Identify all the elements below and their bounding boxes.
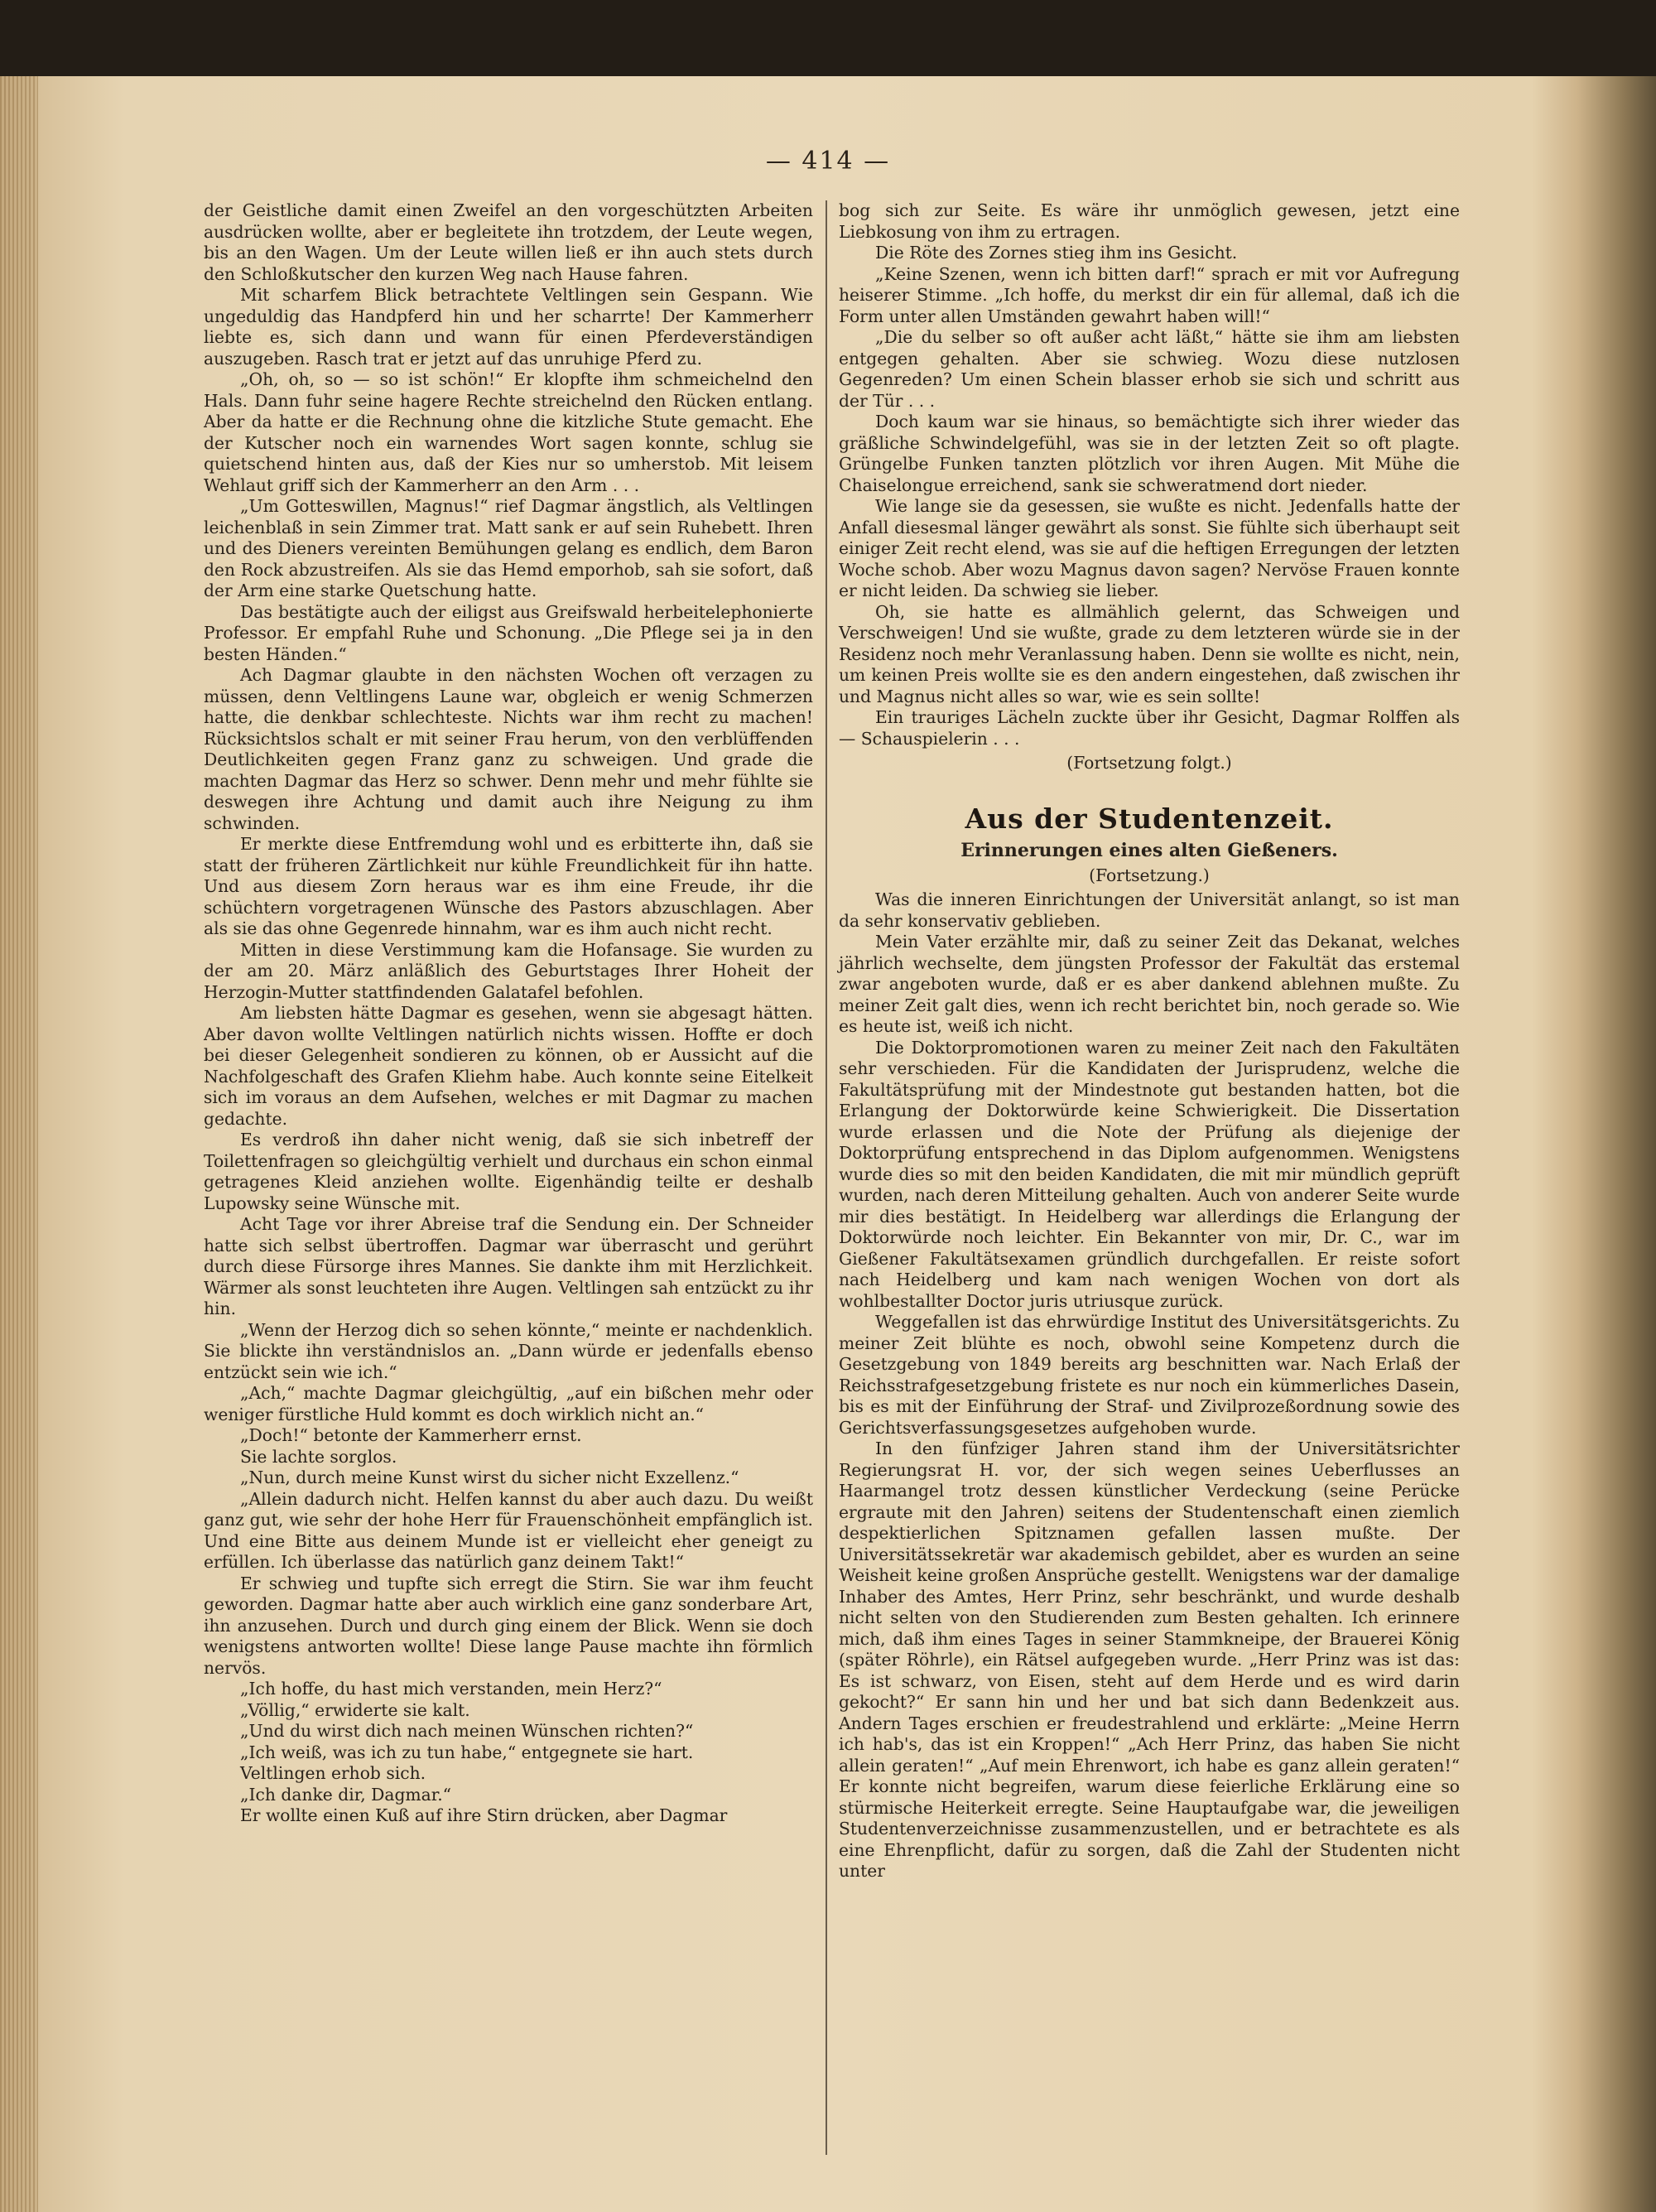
paragraph: In den fünfziger Jahren stand ihm der Universitätsrichter Regierungsrat H. vor, der sich wegen seines Ueberflusses an Haarmangel trotz dessen künstlicher Verdeckung (seine Perücke ergraute mit den Jahren) seitens der Studentenschaft einen ziemlich despektierlichen Spitznamen gefallen lassen mußte. Der Universitätssekretär war akademisch gebildet, aber es wurden an seine Weisheit keine großen Ansprüche gestellt. Wenigstens war der damalige Inhaber des Amtes, Herr Prinz, sehr beschränkt, und wurde deshalb nicht selten von den Studierenden zum Besten gehalten. Ich erinnere mich, daß ihm eines Tages in seiner Stammkneipe, der Brauerei König (später Röhrle), ein Rätsel aufgegeben wurde. „Herr Prinz was ist das: Es ist schwarz, von Eisen, steht auf dem Herde und es wird darin gekocht?“ Er sann hin und her und bat sich dann Bedenkzeit aus. Andern Tages erschien er freudestrahlend und erklärte: „Meine Herrn ich hab's, das ist ein Kroppen!“ „Ach Herr Prinz, das haben Sie nicht allein geraten!“ „Auf mein Ehrenwort, ich habe es ganz allein geraten!“ Er konnte nicht begreifen, warum diese feierliche Erklärung eine so stürmische Heiterkeit erregte. Seine Hauptaufgabe war, die jeweiligen Studentenverzeichnisse zusammenzustellen, und er betrachtete es als eine Ehrenpflicht, dafür zu sorgen, daß die Zahl der Studenten nicht unter xyxy=(839,1439,1460,1881)
continued-note: (Fortsetzung folgt.) xyxy=(1066,753,1232,773)
column-divider xyxy=(826,200,827,2155)
paragraph: Mit scharfem Blick betrachtete Veltlingen sein Gespann. Wie ungeduldig das Handpferd hin und her scharrte! Der Kammerherr liebte es, sich dann und wann für einen Pferdeverständigen auszugeben. Rasch trat er jetzt auf das unruhige Pferd zu. xyxy=(204,285,813,369)
paragraph: „Die du selber so oft außer acht läßt,“ hätte sie ihm am liebsten entgegen gehalten. Aber sie schwieg. Wozu diese nutzlosen Gegenreden? Um einen Schein blasser erhob sie sich und schritt aus der Tür . . . xyxy=(839,327,1460,411)
article-body xyxy=(839,889,1460,1882)
article-title: Aus der Studentenzeit. xyxy=(965,802,1334,835)
paragraph: Weggefallen ist das ehrwürdige Institut des Universitätsgerichts. Zu meiner Zeit blühte es noch, obwohl seine Kompetenz durch die Gesetzgebung von 1849 bereits arg beschnitten war. Nach Erlaß der Reichsstrafgesetzgebung fristete es nur noch ein kümmerliches Dasein, bis es mit der Einführung der Straf- und Zivilprozeßordnung sowie des Gerichtsverfassungsgesetzes aufgehoben wurde. xyxy=(839,1312,1460,1438)
left-column xyxy=(204,200,813,1827)
newspaper-page xyxy=(0,76,1656,2212)
paragraph: „Nun, durch meine Kunst wirst du sicher nicht Exzellenz.“ xyxy=(240,1467,739,1487)
paragraph: „Doch!“ betonte der Kammerherr ernst. xyxy=(240,1425,582,1445)
paragraph: „Völlig,“ erwiderte sie kalt. xyxy=(240,1699,470,1720)
article-note: (Fortsetzung.) xyxy=(1089,865,1210,885)
paragraph: „Wenn der Herzog dich so sehen könnte,“ meinte er nachdenklich. Sie blickte ihn verständnislos an. „Dann würde er jedenfalls ebenso entzückt sein wie ich.“ xyxy=(204,1319,813,1382)
paragraph: Wie lange sie da gesessen, sie wußte es nicht. Jedenfalls hatte der Anfall diesesmal länger gewährt als sonst. Sie fühlte sich überhaupt seit einiger Zeit recht elend, was sie auf die heftigen Erregungen der letzten Woche schob. Aber wozu Magnus davon sagen? Nervöse Frauen konnte er nicht leiden. Da schwieg sie lieber. xyxy=(839,496,1460,600)
paragraph: Er schwieg und tupfte sich erregt die Stirn. Sie war ihm feucht geworden. Dagmar hatte aber auch wirklich eine ganz sonderbare Art, ihn anzusehen. Durch und durch ging einem der Blick. Wenn sie doch wenigstens antworten wollte! Diese lange Pause machte ihn förmlich nervös. xyxy=(204,1573,813,1678)
paragraph: Veltlingen erhob sich. xyxy=(240,1763,426,1783)
right-column xyxy=(839,200,1460,1882)
paragraph: bog sich zur Seite. Es wäre ihr unmöglich gewesen, jetzt eine Liebkosung von ihm zu ertragen. xyxy=(839,200,1460,242)
paragraph: Die Röte des Zornes stieg ihm ins Gesicht. xyxy=(875,243,1238,263)
story-continuation xyxy=(839,200,1460,749)
paragraph: der Geistliche damit einen Zweifel an den vorgeschützten Arbeiten ausdrücken wollte, aber er begleitete ihn trotzdem, der Leute wegen, bis an den Wagen. Um der Leute willen ließ er ihn auch stets durch den Schloßkutscher den kurzen Weg nach Hause fahren. xyxy=(204,200,813,284)
paragraph: Oh, sie hatte es allmählich gelernt, das Schweigen und Verschweigen! Und sie wußte, grade zu dem letzteren würde sie in der Residenz noch mehr Veranlassung haben. Denn sie wollte es nicht, nein, um keinen Preis wollte sie es den andern eingestehen, daß zwischen ihr und Magnus nicht alles so war, wie es sein sollte! xyxy=(839,601,1460,706)
paragraph: Ach Dagmar glaubte in den nächsten Wochen oft verzagen zu müssen, denn Veltlingens Laune war, obgleich er wenig Schmerzen hatte, die denkbar schlechteste. Nichts war ihm recht zu machen! Rücksichtslos schalt er mit seiner Frau herum, von den verblüffenden Deutlichkeiten gegen Franz ganz zu schweigen. Und grade die machten Dagmar das Herz so schwer. Denn mehr und mehr fühlte sie deswegen ihre Achtung und damit auch ihre Neigung zu ihm schwinden. xyxy=(204,665,813,833)
paragraph: „Ich weiß, was ich zu tun habe,“ entgegnete sie hart. xyxy=(240,1742,694,1762)
paragraph: Was die inneren Einrichtungen der Universität anlangt, so ist man da sehr konservativ geblieben. xyxy=(839,889,1460,931)
paragraph: Sie lachte sorglos. xyxy=(240,1446,397,1467)
book-binding-edge xyxy=(0,76,38,2212)
paragraph: „Keine Szenen, wenn ich bitten darf!“ sprach er mit vor Aufregung heiserer Stimme. „Ich hoffe, du merkst dir ein für allemal, daß ich die Form unter allen Umständen gewahrt haben will!“ xyxy=(839,263,1460,326)
paragraph: „Oh, oh, so — so ist schön!“ Er klopfte ihm schmeichelnd den Hals. Dann fuhr seine hagere Rechte streichelnd den Rücken entlang. Aber da hatte er die Rechnung ohne die kitzliche Stute gemacht. Ehe der Kutscher noch ein warnendes Wort sagen konnte, schlug sie quietschend hinten aus, daß der Kies nur so umherstob. Mit leisem Wehlaut griff sich der Kammerherr an den Arm . . . xyxy=(204,369,813,495)
paragraph: „Allein dadurch nicht. Helfen kannst du aber auch dazu. Du weißt ganz gut, wie sehr der hohe Herr für Frauenschönheit empfänglich ist. Und eine Bitte aus deinem Munde ist er vielleicht eher geneigt zu erfüllen. Ich überlasse das natürlich ganz deinem Takt!“ xyxy=(204,1488,813,1572)
paragraph: Am liebsten hätte Dagmar es gesehen, wenn sie abgesagt hätten. Aber davon wollte Veltlingen natürlich nichts wissen. Hoffte er doch bei dieser Gelegenheit sondieren zu können, ob er Aussicht auf die Nachfolgeschaft des Grafen Kliehm habe. Auch konnte seine Eitelkeit sich im voraus an dem Aufsehen, welches er mit Dagmar zu machen gedachte. xyxy=(204,1003,813,1129)
paragraph: Es verdroß ihn daher nicht wenig, daß sie sich inbetreff der Toilettenfragen so gleichgültig verhielt und durchaus ein schon einmal getragenes Kleid anziehen wollte. Eigenhändig teilte er deshalb Lupowsky seine Wünsche mit. xyxy=(204,1130,813,1213)
paragraph: Die Doktorpromotionen waren zu meiner Zeit nach den Fakultäten sehr verschieden. Für die Kandidaten der Jurisprudenz, welche die Fakultätsprüfung mit der Mindestnote gut bestanden hatten, bot die Erlangung der Doktorwürde keine Schwierigkeit. Die Dissertation wurde erlassen und die Note der Prüfung als diejenige der Doktorprüfung entsprechend in das Diplom aufgenommen. Wenigstens wurde dies so mit den beiden Kandidaten, die mit mir mündlich geprüft wurden, nach deren Mitteilung gehalten. Auch von anderer Seite wurde mir dies bestätigt. In Heidelberg war allerdings die Erlangung der Doktorwürde noch leichter. Ein Bekannter von mir, Dr. C., war im Gießener Fakultätsexamen gründlich durchgefallen. Er reiste sofort nach Heidelberg und kam nach wenigen Wochen von dort als wohlbestallter Doctor juris utriusque zurück. xyxy=(839,1037,1460,1311)
paragraph: „Um Gotteswillen, Magnus!“ rief Dagmar ängstlich, als Veltlingen leichenblaß in sein Zimmer trat. Matt sank er auf sein Ruhebett. Ihren und des Dieners vereinten Bemühungen gelang es endlich, dem Baron den Rock abzustreifen. Als sie das Hemd emporhob, sah sie sofort, daß der Arm eine starke Quetschung hatte. xyxy=(204,496,813,600)
paragraph: Mein Vater erzählte mir, daß zu seiner Zeit das Dekanat, welches jährlich wechselte, dem jüngsten Professor der Fakultät das erstemal zwar angeboten wurde, daß er es aber dankend ablehnen mußte. Zu meiner Zeit galt dies, wenn ich recht berichtet bin, noch gerade so. Wie es heute ist, weiß ich nicht. xyxy=(839,932,1460,1036)
page-number: — 414 — xyxy=(765,147,891,176)
paragraph: Doch kaum war sie hinaus, so bemächtigte sich ihrer wieder das gräßliche Schwindelgefühl, was sie in der letzten Zeit so oft plagte. Grüngelbe Funken tanzten plötzlich vor ihren Augen. Mit Mühe die Chaiselongue erreichend, sank sie schweratmend dort nieder. xyxy=(839,412,1460,495)
paragraph: Mitten in diese Verstimmung kam die Hofansage. Sie wurden zu der am 20. März anläßlich des Geburtstages Ihrer Hoheit der Herzogin-Mutter stattfindenden Galatafel befohlen. xyxy=(204,939,813,1002)
paragraph: Er wollte einen Kuß auf ihre Stirn drücken, aber Dagmar xyxy=(240,1805,728,1825)
paragraph: Das bestätigte auch der eiligst aus Greifswald herbeitelephonierte Professor. Er empfahl Ruhe und Schonung. „Die Pflege sei ja in den besten Händen.“ xyxy=(204,601,813,664)
paragraph: „Ich danke dir, Dagmar.“ xyxy=(240,1784,452,1805)
paragraph: Ein trauriges Lächeln zuckte über ihr Gesicht, Dagmar Rolffen als — Schauspielerin . . . xyxy=(839,707,1460,749)
paragraph: Er merkte diese Entfremdung wohl und es erbitterte ihn, daß sie statt der früheren Zärtlichkeit nur kühle Freundlichkeit für ihn hatte. Und aus diesem Zorn heraus war es ihm eine Freude, ihr die schüchtern vorgetragenen Wünsche des Pastors abzuschlagen. Aber als sie das ohne Gegenrede hinnahm, war es ihm auch nicht recht. xyxy=(204,834,813,938)
article-subtitle: Erinnerungen eines alten Gießeners. xyxy=(960,839,1338,861)
paragraph: „Ich hoffe, du hast mich verstanden, mein Herz?“ xyxy=(240,1679,662,1699)
paragraph: „Ach,“ machte Dagmar gleichgültig, „auf ein bißchen mehr oder weniger fürstliche Huld kommt es doch wirklich nicht an.“ xyxy=(204,1383,813,1424)
paragraph: Acht Tage vor ihrer Abreise traf die Sendung ein. Der Schneider hatte sich selbst übertroffen. Dagmar war überrascht und gerührt durch diese Fürsorge ihres Mannes. Sie dankte ihm mit Herzlichkeit. Wärmer als sonst leuchteten ihre Augen. Veltlingen sah entzückt zu ihr hin. xyxy=(204,1214,813,1318)
paragraph: „Und du wirst dich nach meinen Wünschen richten?“ xyxy=(240,1721,694,1741)
